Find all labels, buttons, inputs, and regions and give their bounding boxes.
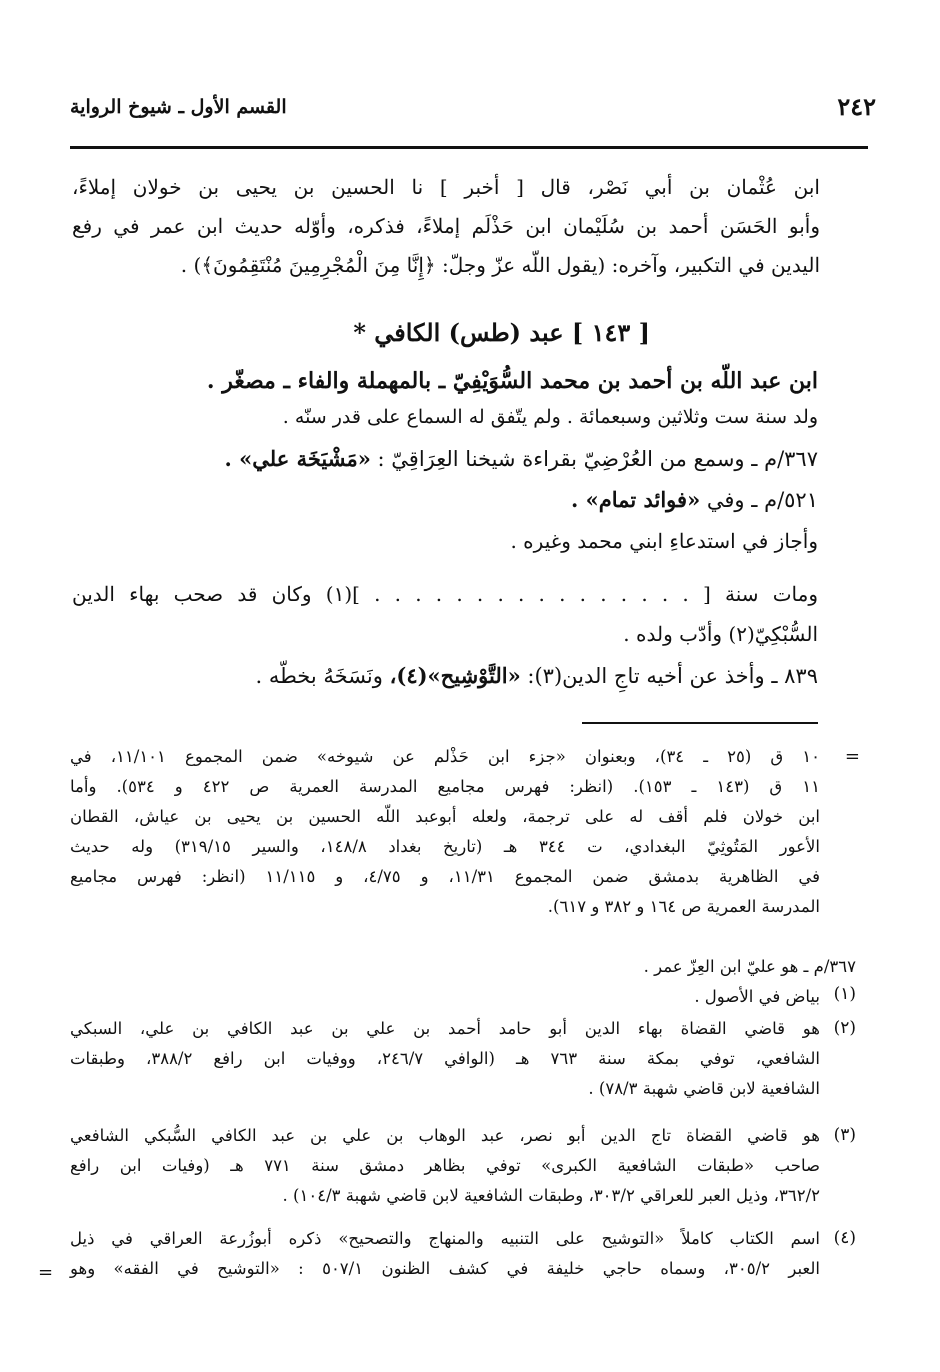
entry-ijaza: وأجاز في استدعاءِ ابني محمد وغيره .	[510, 529, 818, 553]
took-text: ٨٣٩ ـ وأخذ عن أخيه تاجِ الدين(٣):	[527, 664, 818, 688]
footnote-continuation	[70, 742, 820, 922]
intro-line: وأبو الحَسَن أحمد بن سُلَيْمان ابن حَذْلَم إملاءً، فذكره، وأوّله حديث ابن عمر في رفع	[72, 214, 820, 238]
footnote-line: ٣٦٧/م ـ هو عليّ ابن العِزّ عمر .	[643, 957, 856, 976]
footnote-number: (٤)	[833, 1228, 856, 1248]
footnote-line: المدرسة العمرية ص ١٦٤ و ٣٨٢ و ٦١٧).	[547, 897, 820, 916]
page-number: ٢٤٢	[837, 92, 876, 121]
entry-death: ومات سنة [ . . . . . . . . . . . . . . . . ](١) وكان قد صحب بهاء الدين	[72, 582, 818, 606]
footnote-number: (٣)	[833, 1125, 856, 1145]
footnote-line: بياض في الأصول .	[694, 987, 820, 1006]
footnote-line: الأعور المَتُوثِيّ البغدادي، ت ٣٤٤ هـ (تاريخ بغداد ١٤٨/٨، والسير ٣١٩/١٥) وله حديث	[70, 837, 820, 856]
footnote-line: ابن خولان فلم أقف له على ترجمة، ولعله أبوعبد اللّه الحسين بن يحيى بن عياش، القطان	[70, 807, 820, 826]
footnote-line: في الظاهرية بدمشق ضمن المجموع ١١/٣١، و ٤/٧٥، و ١١/١١٥ (انظر: فهرس مجاميع	[70, 867, 820, 886]
footnote-number: (٢)	[833, 1018, 856, 1038]
heard-text: ٣٦٧/م ـ وسمع من العُرْضِيّ بقراءة شيخنا العِرَاقِيّ :	[377, 447, 818, 471]
footnote-line: اسم الكتاب كاملاً «التوشيح على التنبيه والمنهاج والتصحيح» ذكره أبوزُرعة العراقي في ذيل	[70, 1229, 820, 1248]
footnote-line: هو قاضي القضاة بهاء الدين أبو حامد أحمد بن علي بن عبد الكافي بن علي، السبكي	[70, 1019, 820, 1038]
footnote-3	[70, 1121, 820, 1211]
continuation-mark-end: =	[38, 1262, 54, 1283]
also-book: «فوائد تمام» .	[571, 487, 701, 512]
footnote-line: الشافعية لابن قاضي شهبة ٧٨/٣) .	[588, 1079, 820, 1098]
entry-took	[255, 663, 818, 688]
took-book: «التَّوْشِيح»(٤)،	[389, 663, 521, 688]
intro-paragraph	[72, 168, 820, 285]
intro-line: اليدين في التكبير، وآخره: (يقول اللّه عزّ وجلّ: ﴿إِنَّا مِنَ الْمُجْرِمِينَ مُنْتَقِمُونَ﴾) .	[180, 253, 820, 277]
entry-heard	[225, 446, 818, 471]
footnote-line: الشافعي، توفي بمكة سنة ٧٦٣ هـ (الوافي ٢٤٦/٧، ووفيات ابن رافع ٣٨٨/٢، وطبقات	[70, 1049, 820, 1068]
also-text: ٥٢١/م ـ وفي	[706, 488, 818, 512]
took-suffix: ونَسَخَهُ بخطّه .	[255, 664, 383, 688]
footnote-line: ١١ ق (١٤٣ ـ ١٥٣). (انظر: فهرس مجاميع المدرسة العمرية ص ٤٢٢ و ٥٣٤). وأما	[70, 777, 820, 796]
footnote-rule	[582, 722, 818, 724]
entry-heading: [ ١٤٣ ] عبد (طس) الكافي *	[353, 318, 650, 347]
footnote-line: العبر ٣٠٥/٢، وسماه حاجي خليفة في كشف الظنون ٥٠٧/١ : «التوشيح في الفقه» وهو	[70, 1259, 821, 1278]
entry-also	[571, 487, 818, 512]
continuation-mark: =	[844, 746, 860, 767]
intro-line: ابن عُثْمان بن أبي نَصْر، قال [ أخبر ] نا الحسين بن يحيى بن خولان إملاءً،	[72, 175, 820, 199]
footnote-line: صاحب «طبقات الشافعية الكبرى» توفي بظاهر دمشق سنة ٧٧١ هـ (وفيات ابن رافع	[70, 1156, 820, 1175]
heard-book: «مَشْيَخَة علي» .	[224, 446, 371, 471]
footnote-367	[70, 952, 856, 982]
footnote-line: ٣٦٢/٢، وذيل العبر للعراقي ٣٠٣/٢، وطبقات الشافعية لابن قاضي شهبة ١٠٤/٣) .	[282, 1186, 820, 1205]
footnote-4	[70, 1224, 820, 1284]
footnote-line: هو قاضي القضاة تاج الدين أبو نصر، عبد الوهاب بن علي بن عبد الكافي السُّبكي الشافعي	[70, 1126, 820, 1145]
footnote-number: (١)	[833, 984, 856, 1004]
entry-birth: ولد سنة ست وثلاثين وسبعمائة . ولم يتّفق له السماع على قدر سنّه .	[282, 406, 818, 428]
footnote-line: ١٠ ق (٢٥ ـ ٣٤)، وبعنوان «جزء ابن حَذْلم عن شيوخه» ضمن المجموع ١١/١٠١، في	[70, 747, 820, 766]
running-head: القسم الأول ـ شيوخ الرواية	[70, 96, 287, 118]
footnote-1	[70, 982, 820, 1012]
footnote-2	[70, 1014, 820, 1104]
entry-subki: السُّبْكِيّ(٢) وأدّب ولده .	[623, 622, 818, 646]
header-rule	[70, 146, 868, 149]
entry-name: ابن عبد اللّه بن أحمد بن محمد السُّوَيْفِيّ ـ بالمهملة والفاء ـ مصغّر .	[206, 368, 818, 394]
